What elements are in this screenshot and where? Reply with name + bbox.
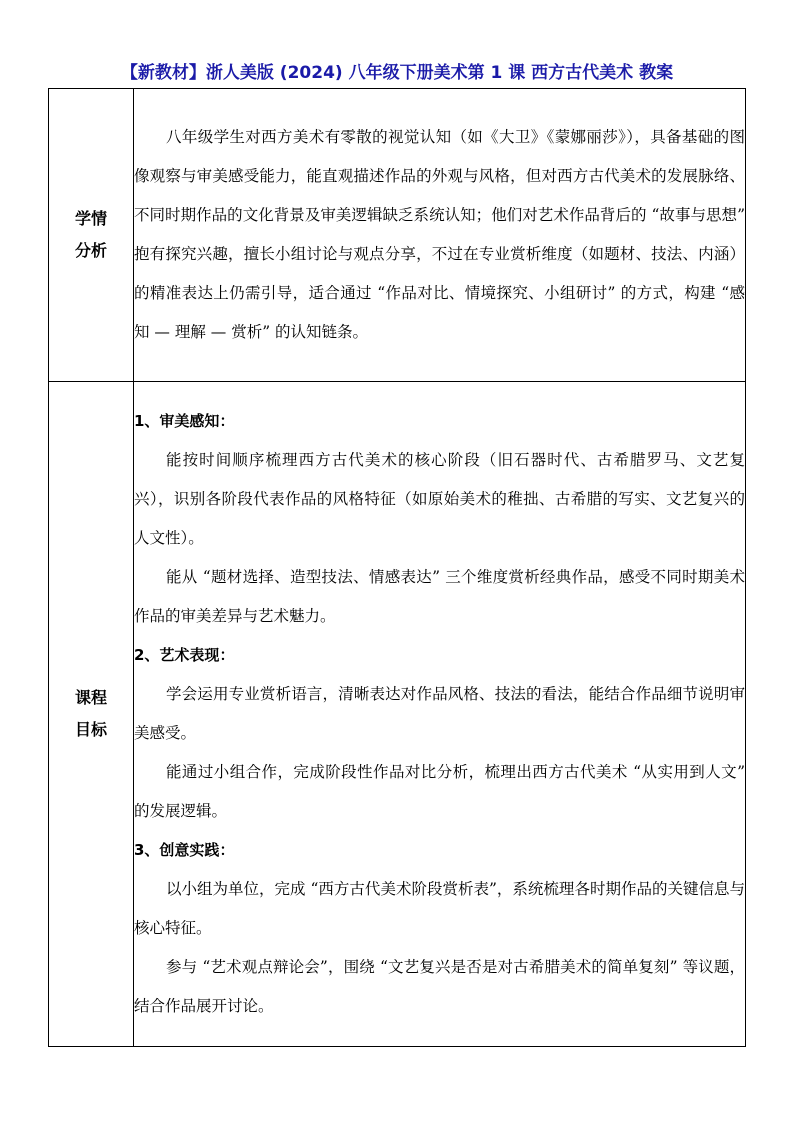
lesson-plan-table (48, 88, 746, 1047)
section-heading-creative-practice: 3、创意实践： (134, 841, 235, 859)
row-content-course-objectives (134, 382, 746, 1047)
row-label-line: 学情 (74, 209, 107, 228)
paragraph: 以小组为单位，完成 “西方古代美术阶段赏析表”，系统梳理各时期作品的关键信息与核心特征。 (134, 880, 745, 937)
paragraph: 参与 “艺术观点辩论会”，围绕 “文艺复兴是否是对古希腊美术的简单复刻” 等议题，结合作品展开讨论。 (134, 958, 745, 1015)
paragraph: 能从 “题材选择、造型技法、情感表达” 三个维度赏析经典作品，感受不同时期美术作品的审美差异与艺术魅力。 (134, 568, 745, 625)
row-label-line: 分析 (74, 241, 107, 260)
paragraph: 能按时间顺序梳理西方古代美术的核心阶段（旧石器时代、古希腊罗马、文艺复兴），识别各阶段代表作品的风格特征（如原始美术的稚拙、古希腊的写实、文艺复兴的人文性）。 (134, 451, 745, 547)
row-label-line: 目标 (74, 720, 107, 739)
row-label-line: 课程 (74, 688, 107, 707)
paragraph: 学会运用专业赏析语言，清晰表达对作品风格、技法的看法，能结合作品细节说明审美感受。 (134, 685, 745, 742)
table-row-course-objectives (49, 382, 746, 1047)
row-label-student-analysis (49, 89, 134, 382)
section-heading-aesthetic-perception: 1、审美感知： (134, 412, 235, 430)
section-heading-artistic-expression: 2、艺术表现： (134, 646, 235, 664)
document-title: 【新教材】浙人美版 (2024) 八年级下册美术第 1 课 西方古代美术 教案 (120, 63, 674, 83)
paragraph: 八年级学生对西方美术有零散的视觉认知（如《大卫》《蒙娜丽莎》），具备基础的图像观察与审美感受能力，能直观描述作品的外观与风格，但对西方古代美术的发展脉络、不同时期作品的文化背景及审美逻辑缺乏系统认知；他们对艺术作品背后的 “故事与思想” 抱有探究兴趣，擅长小组讨论与观点分享，不过在专业赏析维度（如题材、技法、内涵）的精准表达上仍需引导，适合通过 “作品对比、情境探究、小组研讨” 的方式，构建 “感知 — 理解 — 赏析” 的认知链条。 (134, 128, 745, 341)
table-row-student-analysis (49, 89, 746, 382)
row-content-student-analysis (134, 89, 746, 382)
row-label-course-objectives (49, 382, 134, 1047)
paragraph: 能通过小组合作，完成阶段性作品对比分析，梳理出西方古代美术 “从实用到人文” 的发展逻辑。 (134, 763, 745, 820)
